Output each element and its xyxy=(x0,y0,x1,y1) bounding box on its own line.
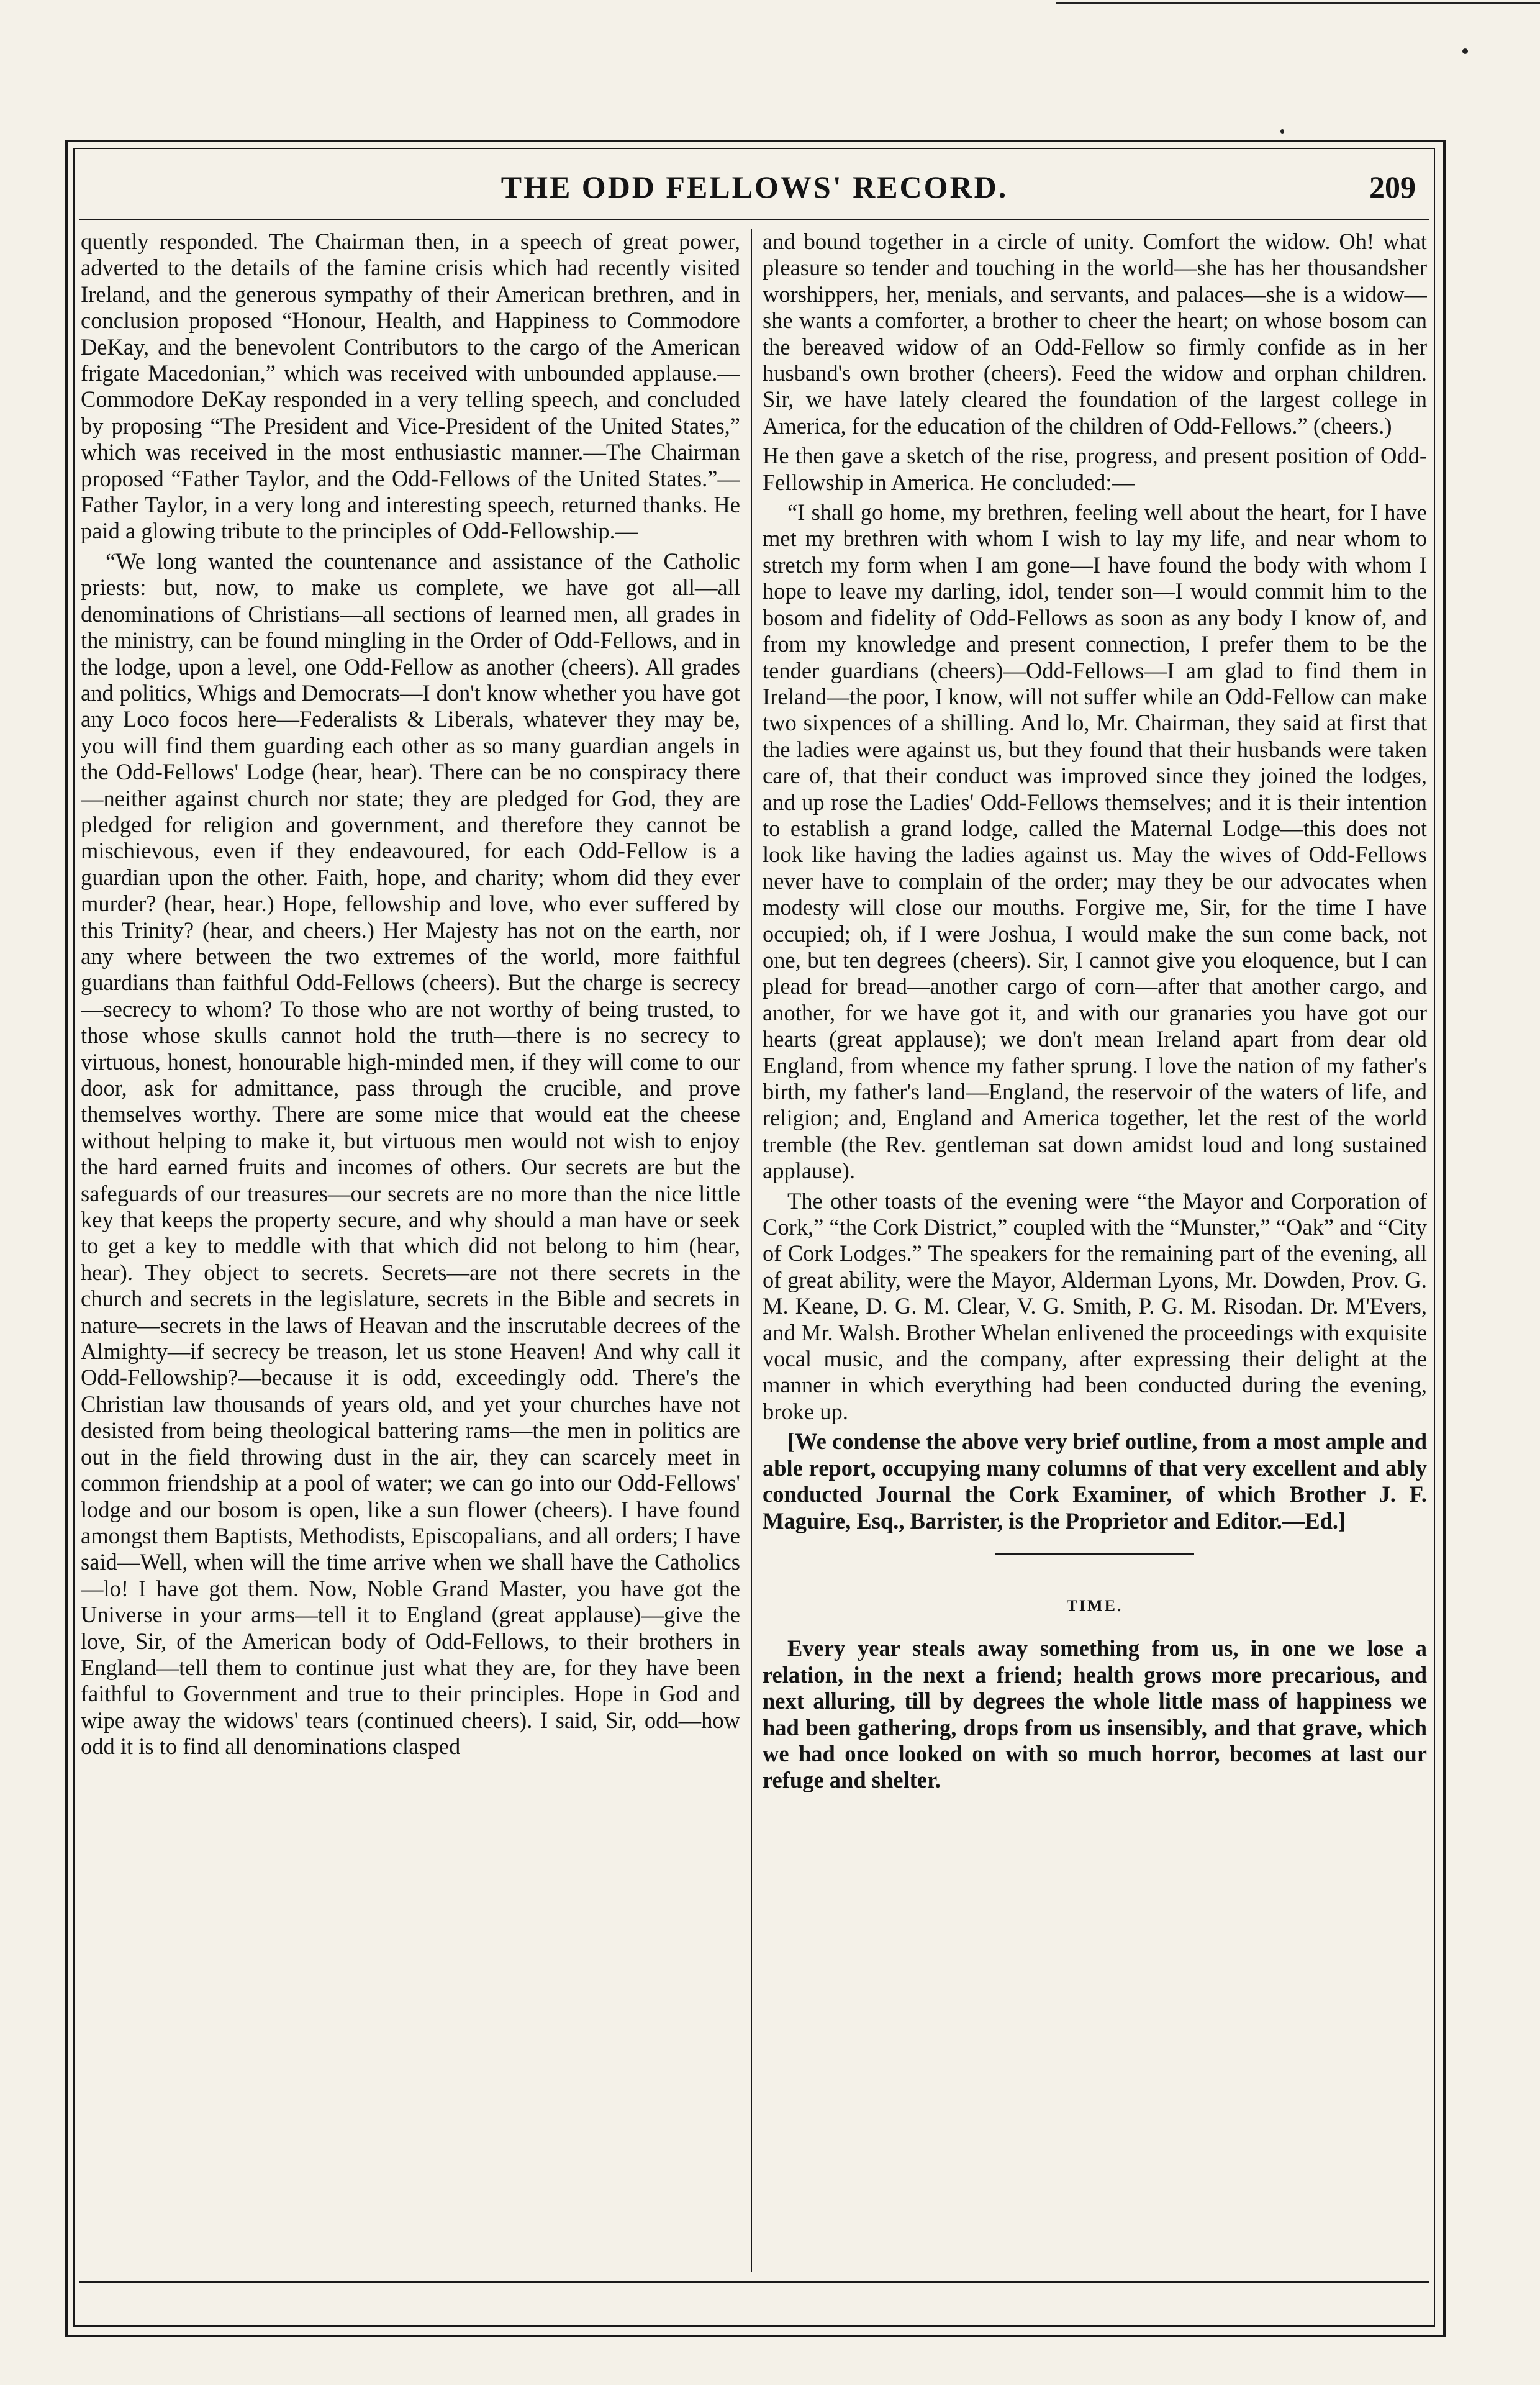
bottom-rule xyxy=(79,2281,1429,2283)
scan-edge-line xyxy=(1056,2,1540,4)
right-column xyxy=(763,229,1427,2272)
scan-speck xyxy=(1280,129,1284,134)
left-paragraph-1: quently responded. The Chairman then, in a speech of great power, adverted to the details of the famine crisis which had recently visited Ireland, and the generous sympathy of their American brethren, and in conclusion proposed “Honour, Health, and Happiness to Commodore DeKay, and the benevolent Contributors to the cargo of the American frigate Macedonian,” which was received with unbounded applause.—Commodore DeKay responded in a very telling speech, and concluded by proposing “The President and Vice-President of the United States,” which was received in the most enthusiastic manner.—The Chairman proposed “Father Taylor, and the Odd-Fellows of the United States.”—Father Taylor, in a very long and interesting speech, returned thanks. He paid a glowing tribute to the principles of Odd-Fellowship.— xyxy=(81,229,740,544)
section-heading-time: TIME. xyxy=(1066,1596,1123,1615)
editor-note: [We condense the above very brief outline, from a most ample and able report, occupying many columns of that very excellent and ably conducted Journal the Cork Examiner, of which Brother J. F. Maguire, Esq., Barrister, is the Proprietor and Editor.—Ed.] xyxy=(763,1429,1427,1533)
header-rule xyxy=(79,219,1429,220)
right-paragraph-1: and bound together in a circle of unity. Comfort the widow. Oh! what pleasure so tender and touching in the world—she has her thousandsher worshippers, her, menials, and servants, and palaces—she is a widow—she wants a comforter, a brother to cheer the heart; on whose bosom can the bereaved widow of an Odd-Fellow so firmly confide as in her husband's own brother (cheers). Feed the widow and orphan children. Sir, we have lately cleared the foundation of the largest college in America, for the education of the children of Odd-Fellows.” (cheers.) xyxy=(763,229,1427,438)
running-title: THE ODD FELLOWS' RECORD. xyxy=(500,170,1008,204)
left-column xyxy=(81,229,740,2272)
right-paragraph-3: “I shall go home, my brethren, feeling well about the heart, for I have met my brethren with whom I wish to lay my life, and near whom to stretch my form when I am gone—I have found the body with whom I hope to leave my darling, idol, tender son—I would commit him to the bosom and fidelity of Odd-Fellows as soon as any body I know of, and from my knowledge and present connection, I prefer them to be the tender guardians (cheers)—Odd-Fellows—I am glad to find them in Ireland—the poor, I know, will not suffer while an Odd-Fellow can make two sixpences of a shilling. And lo, Mr. Chairman, they said at first that the ladies were against us, but they found that their husbands were taken care of, that their conduct was improved since they joined the lodges, and up rose the Ladies' Odd-Fellows themselves; and it is their intention to establish a grand lodge, called the Maternal Lodge—this does not look like having the ladies against us. May the wives of Odd-Fellows never have to complain of the order; may they be our advocates when modesty will close our mouths. Forgive me, Sir, for the time I have occupied; oh, if I were Joshua, I would make the sun come back, not one, but ten degrees (cheers). Sir, I cannot give you eloquence, but I can plead for bread—another cargo of corn—after that another cargo, and another, for we have got it, and with our granaries you have got our hearts (great applause); we don't mean Ireland apart from dear old England, from whence my father sprung. I love the nation of my father's birth, my father's land—England, the reservoir of the waters of life, and religion; and, England and America together, let the rest of the world tremble (the Rev. gentleman sat down amidst loud and long sustained applause). xyxy=(763,499,1427,1184)
right-paragraph-4: The other toasts of the evening were “the Mayor and Corporation of Cork,” “the Cork District,” coupled with the “Munster,” “Oak” and “City of Cork Lodges.” The speakers for the remaining part of the evening, all of great ability, were the Mayor, Alderman Lyons, Mr. Dowden, Prov. G. M. Keane, D. G. M. Clear, V. G. Smith, P. G. M. Risodan. Dr. M'Evers, and Mr. Walsh. Brother Whelan enlivened the proceedings with exquisite vocal music, and the company, after expressing their delight at the manner in which everything had been conducted during the evening, broke up. xyxy=(763,1188,1427,1424)
left-paragraph-2: “We long wanted the countenance and assistance of the Catholic priests: but, now, to make us complete, we have got all—all denominations of Christians—all sections of learned men, all grades in the ministry, can be found mingling in the Order of Odd-Fellows, and in the lodge, upon a level, one Odd-Fellow as another (cheers). All grades and politics, Whigs and Democrats—I don't know whether you have got any Loco focos here—Federalists & Liberals, whatever they may be, you will find them guarding each other as so many guardian angels in the Odd-Fellows' Lodge (hear, hear). There can be no conspiracy there—neither against church nor state; they are pledged for God, they are pledged for religion and government, and therefore they cannot be mischievous, even if they endeavoured, for each Odd-Fellow is a guardian upon the other. Faith, hope, and charity; whom did they ever murder? (hear, hear.) Hope, fellowship and love, who ever suffered by this Trinity? (hear, and cheers.) Her Majesty has not on the earth, nor any where between the two extremes of the world, more faithful guardians than faithful Odd-Fellows (cheers). But the charge is secrecy—secrecy to whom? To those who are not worthy of being trusted, to those whose skulls cannot hold the truth—there is no secrecy to virtuous, honest, honourable high-minded men, if they will come to our door, ask for admittance, pass through the crucible, and prove themselves worthy. There are some mice that would eat the cheese without helping to make it, but virtuous men would not wish to enjoy the hard earned fruits and incomes of others. Our secrets are but the safeguards of our treasures—our secrets are no more than the nice little key that keeps the property secure, and why should a man have or seek to get a key to meddle with that which did not belong to him (hear, hear). They object to secrets. Secrets—are not there secrets in the church and secrets in the legislature, secrets in the Bible and secrets in nature—secrets in the laws of Heavan and the inscrutable decrees of the Almighty—if secrecy be treason, let us stone Heaven! And why call it Odd-Fellowship?—because it is odd, exceedingly odd. There's the Christian law thousands of years old, and yet your churches have not desisted from being theological battering rams—the men in politics are out in the field throwing dust in the air, they can scarcely meet in common friendship at a pool of water; we can go into our Odd-Fellows' lodge and our bosom is open, like a sun flower (cheers). I have found amongst them Baptists, Methodists, Episcopalians, and all orders; I have said—Well, when will the time arrive when we shall have the Catholics—lo! I have got them. Now, Noble Grand Master, you have got the Universe in your arms—tell it to England (great applause)—give the love, Sir, of the American body of Odd-Fellows, to their brothers in England—tell them to continue just what they are, for they have been faithful to Government and true to their principles. Hope in God and wipe away the widows' tears (continued cheers). I said, Sir, odd—how odd it is to find all denominations clasped xyxy=(81,548,740,1760)
section-rule xyxy=(995,1553,1194,1555)
scan-speck xyxy=(1462,48,1468,54)
right-paragraph-2: He then gave a sketch of the rise, progress, and present position of Odd-Fellowship in America. He concluded:— xyxy=(763,443,1427,495)
column-divider xyxy=(751,229,752,2272)
running-header xyxy=(81,169,1428,212)
page-number: 209 xyxy=(1369,170,1416,204)
time-paragraph: Every year steals away something from us, in one we lose a relation, in the next a friend; health grows more precarious, and next alluring, till by degrees the whole little mass of happiness we had been gathering, drops from us insensibly, and that grave, which we had once looked on with so much horror, becomes at last our refuge and shelter. xyxy=(763,1635,1427,1793)
